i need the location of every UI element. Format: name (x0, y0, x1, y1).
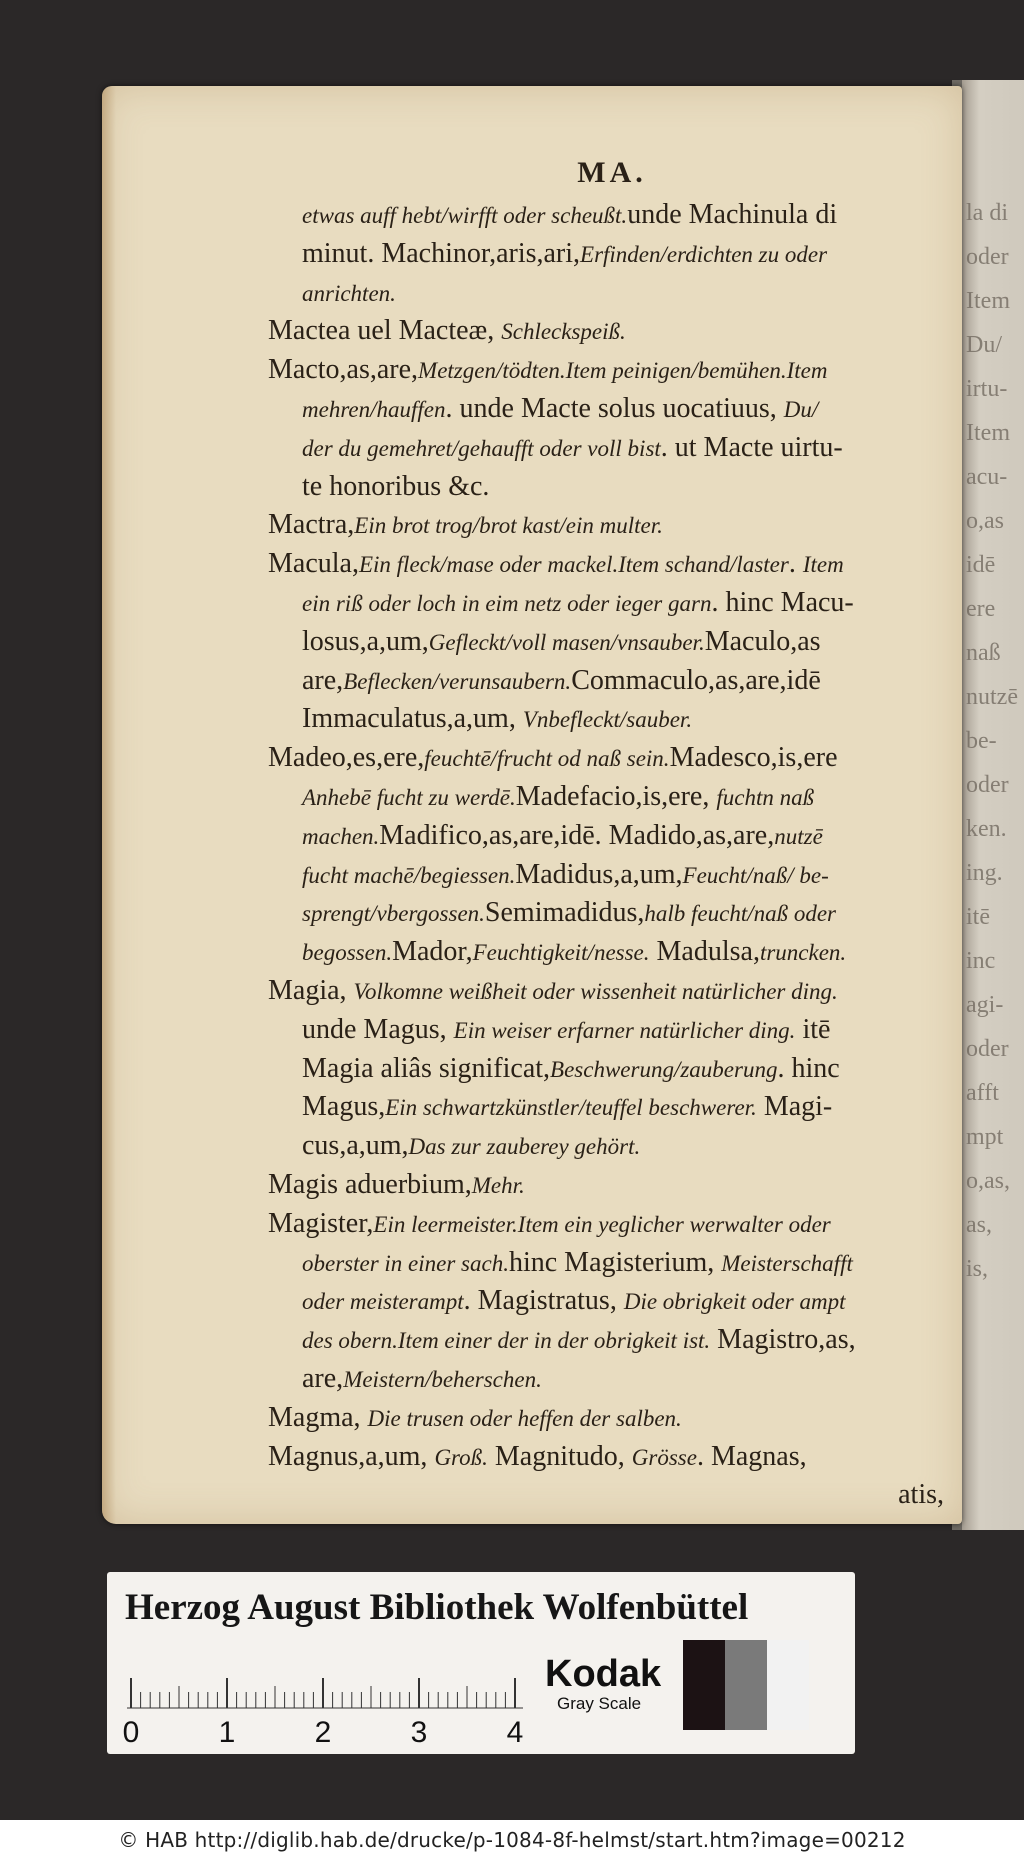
text-line: der du gemehret/gehaufft oder voll bist. ut Macte uirtu- (302, 431, 843, 463)
bleed-through-fragment: irtu- (966, 376, 1008, 402)
ruler-number: 3 (410, 1716, 428, 1749)
text-line: Magis aduerbium,Mehr. (268, 1168, 525, 1200)
bleed-through-fragment: inc (966, 948, 996, 974)
text-line: Madeo,es,ere,feuchtē/frucht od naß sein.Madesco,is,ere (268, 742, 838, 774)
gray-patch (683, 1640, 725, 1730)
text-line: Mactea uel Macteæ, Schleckspeiß. (268, 315, 626, 347)
text-line: losus,a,um,Gefleckt/voll masen/vnsauber.Maculo,as (302, 625, 821, 657)
bleed-through-fragment: o,as, (966, 1168, 1010, 1194)
text-line: fucht machē/begiessen.Madidus,a,um,Feucht/naß/ be- (302, 858, 829, 890)
bleed-through-fragment: is, (966, 1256, 989, 1282)
ruler-number: 4 (506, 1716, 524, 1749)
bleed-through-fragment: mpt (966, 1124, 1004, 1150)
text-line: oberster in einer sach.hinc Magisterium, Meisterschafft (302, 1246, 853, 1278)
bleed-through-fragment: la di (966, 200, 1008, 226)
gray-scale-patches (683, 1640, 809, 1730)
text-line: Magia, Volkomne weißheit oder wissenheit natürlicher ding. (268, 974, 838, 1006)
bleed-through-fragment: oder (966, 772, 1009, 798)
text-line: des obern.Item einer der in der obrigkeit ist. Magistro,as, (302, 1324, 856, 1356)
text-line: unde Magus, Ein weiser erfarner natürlicher ding. itē (302, 1013, 831, 1045)
text-line: mehren/hauffen. unde Macte solus uocatiuus, Du/ (302, 392, 819, 424)
bleed-through-fragment: oder (966, 1036, 1009, 1062)
text-line: sprengt/vbergossen.Semimadidus,halb feucht/naß oder (302, 897, 837, 929)
text-line: are,Beflecken/verunsaubern.Commaculo,as,are,idē (302, 664, 821, 696)
copyright-footer: © HAB http://diglib.hab.de/drucke/p-1084-8f-helmst/start.htm?image=00212 (0, 1820, 1024, 1859)
next-leaf-edge (960, 80, 1024, 1530)
bleed-through-fragment: Item (966, 288, 1010, 314)
text-line: ein riß oder loch in eim netz oder ieger garn. hinc Macu- (302, 586, 854, 618)
text-line: Anhebē fucht zu werdē.Madefacio,is,ere, fuchtn naß (302, 780, 815, 812)
bleed-through-fragment: ere (966, 596, 996, 622)
text-line: Macula,Ein fleck/mase oder mackel.Item schand/laster. Item (268, 548, 844, 580)
color-calibration-card (107, 1572, 855, 1754)
kodak-wordmark: Kodak (545, 1653, 662, 1695)
bleed-through-fragment: afft (966, 1080, 999, 1106)
text-line: machen.Madifico,as,are,idē. Madido,as,are,nutzē (302, 819, 823, 851)
text-line: begossen.Mador,Feuchtigkeit/nesse. Madulsa,truncken. (302, 936, 847, 968)
page-header: MA. (577, 156, 647, 189)
gray-patch (767, 1640, 809, 1730)
text-line: minut. Machinor,aris,ari,Erfinden/erdichten zu oder (302, 237, 828, 269)
bleed-through-fragment: be- (966, 728, 997, 754)
gray-patch (725, 1640, 767, 1730)
ruler-number: 2 (314, 1716, 332, 1749)
bleed-through-fragment: as, (966, 1212, 992, 1238)
text-line: cus,a,um,Das zur zauberey gehört. (302, 1130, 641, 1162)
text-line: atis, (898, 1479, 944, 1511)
bleed-through-fragment: acu- (966, 464, 1008, 490)
gray-scale-label: Gray Scale (557, 1694, 642, 1713)
bleed-through-fragment: o,as (966, 508, 1004, 534)
bleed-through-fragment: agi- (966, 992, 1004, 1018)
text-line: Immaculatus,a,um, Vnbefleckt/sauber. (302, 703, 693, 735)
text-line: Magnus,a,um, Groß. Magnitudo, Grösse. Magnas, (268, 1440, 807, 1472)
text-line: Magia aliâs significat,Beschwerung/zauberung. hinc (302, 1052, 840, 1084)
text-line: te honoribus &c. (302, 470, 490, 502)
text-line: Macto,as,are,Metzgen/tödten.Item peinigen/bemühen.Item (268, 354, 828, 386)
text-line: are,Meistern/beherschen. (302, 1362, 542, 1394)
text-line: etwas auff hebt/wirfft oder scheußt.unde Machinula di (302, 199, 838, 230)
bleed-through-fragment: nutzē (966, 684, 1018, 710)
bleed-through-fragment: oder (966, 244, 1009, 270)
kodak-logo (545, 1654, 665, 1714)
ruler (122, 1658, 525, 1749)
bleed-through-fragment: naß (966, 640, 1001, 666)
text-line: anrichten. (302, 280, 396, 306)
text-line: Magus,Ein schwartzkünstler/teuffel beschwerer. Magi- (302, 1091, 833, 1123)
bleed-through-fragment: itē (966, 904, 990, 930)
text-line: Mactra,Ein brot trog/brot kast/ein multer. (268, 509, 663, 541)
page-text (268, 196, 948, 1515)
bleed-through-fragment: Item (966, 420, 1010, 446)
ruler-number: 1 (218, 1716, 236, 1749)
bleed-through-fragment: ing. (966, 860, 1003, 886)
text-line: Magma, Die trusen oder heffen der salben. (268, 1401, 682, 1433)
ruler-number: 0 (122, 1716, 140, 1749)
library-name: Herzog August Bibliothek Wolfenbüttel (125, 1587, 749, 1628)
bleed-through-fragment: ken. (966, 816, 1007, 842)
text-line: Magister,Ein leermeister.Item ein yeglicher werwalter oder (268, 1207, 831, 1239)
bleed-through-fragment: idē (966, 552, 996, 578)
text-line: oder meisterampt. Magistratus, Die obrigkeit oder ampt (302, 1285, 846, 1317)
bleed-through-fragment: Du/ (966, 332, 1002, 358)
